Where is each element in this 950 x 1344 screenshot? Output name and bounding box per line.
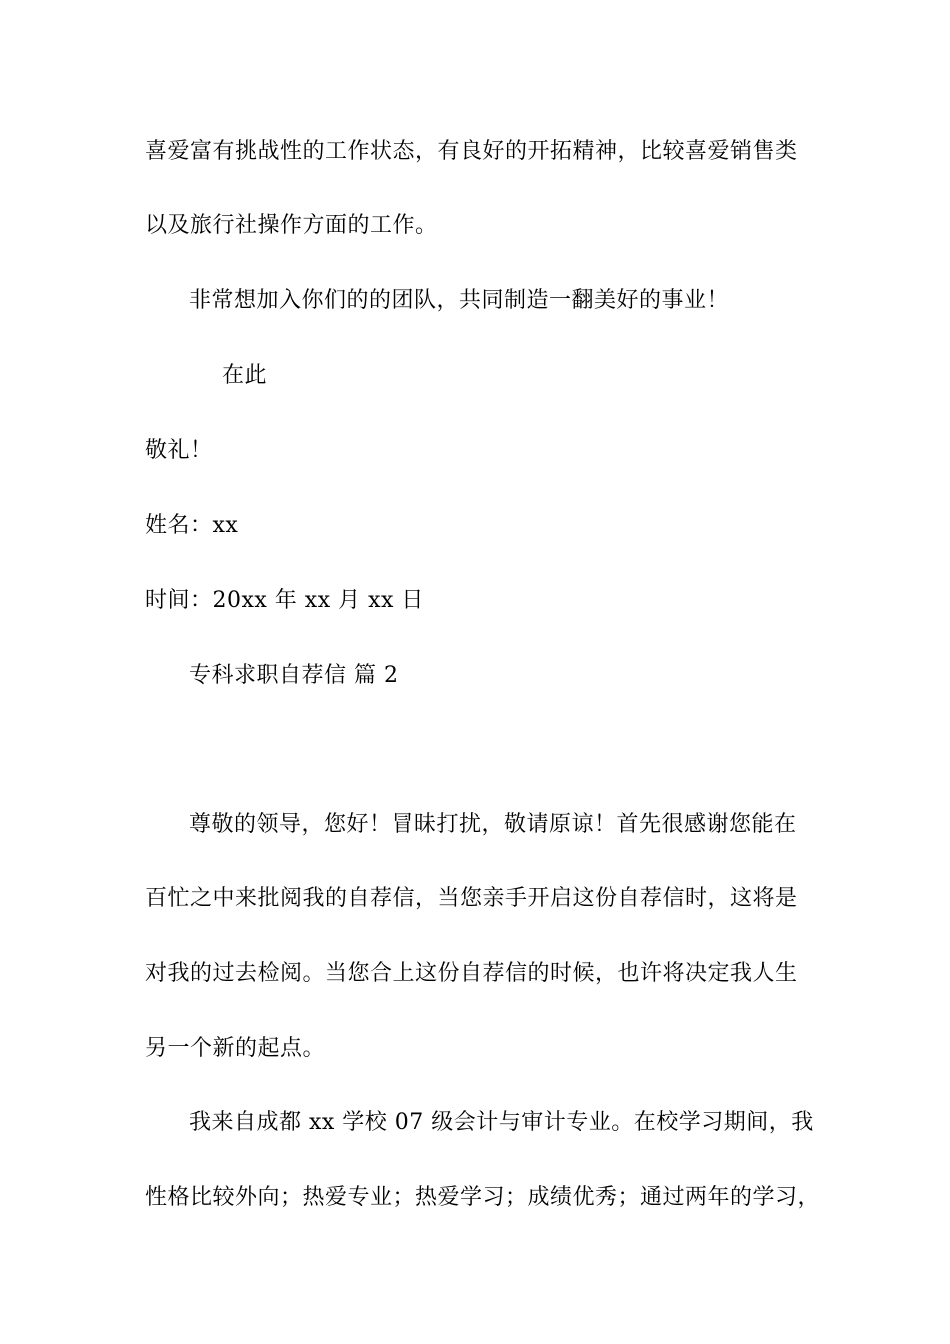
signature-name: 姓名：xx	[145, 513, 239, 538]
body-text-line: 以及旅行社操作方面的工作。	[145, 213, 438, 238]
salutation: 敬礼！	[145, 438, 213, 463]
body-text-line: 喜爱富有挑战性的工作状态，有良好的开拓精神，比较喜爱销售类	[145, 139, 798, 164]
body-text-line: 对我的过去检阅。当您合上这份自荐信的时候，也许将决定我人生	[145, 961, 798, 986]
body-text-line: 我来自成都 xx 学校 07 级会计与审计专业。在校学习期间，我	[189, 1110, 814, 1135]
section-heading: 专科求职自荐信 篇 2	[189, 663, 399, 688]
body-text-line: 尊敬的领导，您好！冒昧打扰，敬请原谅！首先很感谢您能在	[189, 812, 797, 837]
body-text-line: 另一个新的起点。	[145, 1036, 326, 1061]
closing-phrase: 在此	[222, 363, 268, 388]
body-text-line: 非常想加入你们的的团队，共同制造一翻美好的事业！	[189, 288, 730, 313]
signature-date: 时间：20xx 年 xx 月 xx 日	[145, 588, 424, 613]
body-text-line: 百忙之中来批阅我的自荐信，当您亲手开启这份自荐信时，这将是	[145, 886, 798, 911]
body-text-line: 性格比较外向；热爱专业；热爱学习；成绩优秀；通过两年的学习，	[145, 1185, 821, 1210]
